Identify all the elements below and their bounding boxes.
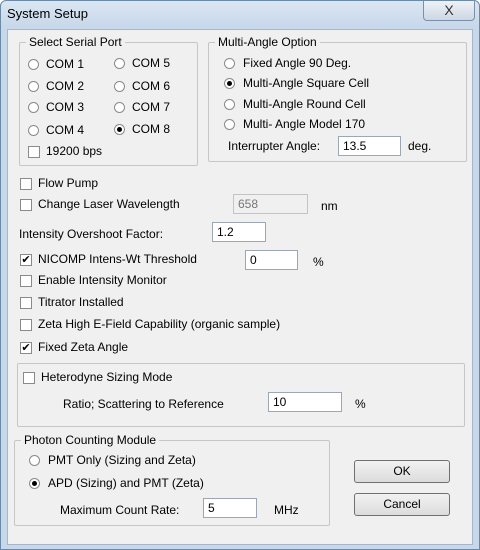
overshoot-factor-label: Intensity Overshoot Factor:	[19, 227, 164, 241]
laser-wavelength-unit: nm	[321, 199, 338, 213]
radio-com6[interactable]	[114, 81, 125, 92]
interrupter-angle-label: Interrupter Angle:	[228, 139, 321, 153]
nicomp-threshold-input[interactable]: 0	[245, 250, 298, 270]
apd-pmt-label: APD (Sizing) and PMT (Zeta)	[48, 476, 204, 490]
nicomp-threshold-unit: %	[313, 255, 324, 269]
radio-apd-pmt[interactable]	[29, 478, 40, 489]
photon-counting-group	[14, 433, 330, 526]
photon-counting-legend: Photon Counting Module	[21, 433, 159, 447]
radio-com7[interactable]	[114, 102, 125, 113]
radio-com3[interactable]	[28, 102, 39, 113]
cancel-button[interactable]: Cancel	[354, 493, 450, 516]
max-count-rate-unit: MHz	[274, 503, 299, 517]
zeta-high-field-label: Zeta High E-Field Capability (organic sample)	[38, 317, 281, 331]
com1-label: COM 1	[46, 57, 85, 71]
fixed-zeta-angle-checkbox[interactable]: ✔	[21, 342, 31, 354]
titrator-checkbox[interactable]	[20, 297, 32, 309]
baud-19200-checkbox[interactable]	[28, 146, 40, 158]
max-count-rate-label: Maximum Count Rate:	[60, 503, 180, 517]
ok-button[interactable]: OK	[354, 460, 450, 483]
laser-wavelength-input[interactable]: 658	[233, 194, 308, 214]
fixed-angle-90-label: Fixed Angle 90 Deg.	[243, 56, 352, 70]
com2-label: COM 2	[46, 79, 85, 93]
heterodyne-label: Heterodyne Sizing Mode	[41, 370, 173, 384]
radio-com1[interactable]	[28, 59, 39, 70]
pmt-only-label: PMT Only (Sizing and Zeta)	[48, 453, 196, 467]
radio-multi-angle-square[interactable]	[224, 78, 235, 89]
ratio-input[interactable]: 10	[268, 392, 342, 412]
flow-pump-checkbox[interactable]	[20, 178, 32, 190]
intensity-monitor-label: Enable Intensity Monitor	[38, 273, 167, 287]
fixed-zeta-angle-label: Fixed Zeta Angle	[38, 340, 129, 354]
radio-multi-angle-round[interactable]	[224, 99, 235, 110]
change-laser-label: Change Laser Wavelength	[38, 197, 180, 211]
heterodyne-group	[17, 363, 465, 427]
radio-com2[interactable]	[28, 81, 39, 92]
multi-angle-170-label: Multi- Angle Model 170	[243, 117, 366, 131]
radio-fixed-angle-90[interactable]	[224, 58, 235, 69]
serial-port-group	[19, 35, 198, 166]
serial-port-legend: Select Serial Port	[26, 35, 125, 49]
title-bar	[1, 1, 479, 29]
radio-pmt-only[interactable]	[29, 455, 40, 466]
dialog-client-area	[7, 29, 473, 545]
com5-label: COM 5	[132, 56, 171, 70]
interrupter-angle-input[interactable]: 13.5	[338, 136, 401, 156]
com8-label: COM 8	[132, 122, 171, 136]
multi-angle-square-label: Multi-Angle Square Cell	[243, 76, 370, 90]
radio-com5[interactable]	[114, 58, 125, 69]
com7-label: COM 7	[132, 100, 171, 114]
close-icon: X	[444, 2, 454, 18]
com6-label: COM 6	[132, 79, 171, 93]
change-laser-checkbox[interactable]	[20, 199, 32, 211]
com3-label: COM 3	[46, 100, 85, 114]
nicomp-threshold-label: NICOMP Intens-Wt Threshold	[38, 252, 197, 266]
interrupter-angle-unit: deg.	[408, 139, 432, 153]
window-title: System Setup	[7, 6, 88, 21]
baud-19200-label: 19200 bps	[46, 144, 103, 158]
radio-com4[interactable]	[28, 125, 39, 136]
multi-angle-group	[208, 35, 467, 162]
ratio-unit: %	[355, 397, 366, 411]
radio-com8[interactable]	[114, 124, 125, 135]
multi-angle-round-label: Multi-Angle Round Cell	[243, 97, 366, 111]
flow-pump-label: Flow Pump	[38, 176, 99, 190]
multi-angle-legend: Multi-Angle Option	[215, 35, 320, 49]
heterodyne-checkbox[interactable]	[23, 372, 35, 384]
intensity-monitor-checkbox[interactable]	[20, 275, 32, 287]
overshoot-factor-input[interactable]: 1.2	[212, 222, 266, 242]
zeta-high-field-checkbox[interactable]	[20, 319, 32, 331]
max-count-rate-input[interactable]: 5	[203, 498, 257, 518]
titrator-label: Titrator Installed	[38, 295, 124, 309]
com4-label: COM 4	[46, 123, 85, 137]
ratio-label: Ratio; Scattering to Reference	[63, 397, 224, 411]
radio-multi-angle-170[interactable]	[224, 119, 235, 130]
nicomp-threshold-checkbox[interactable]: ✔	[21, 254, 31, 266]
close-button[interactable]	[423, 1, 475, 21]
